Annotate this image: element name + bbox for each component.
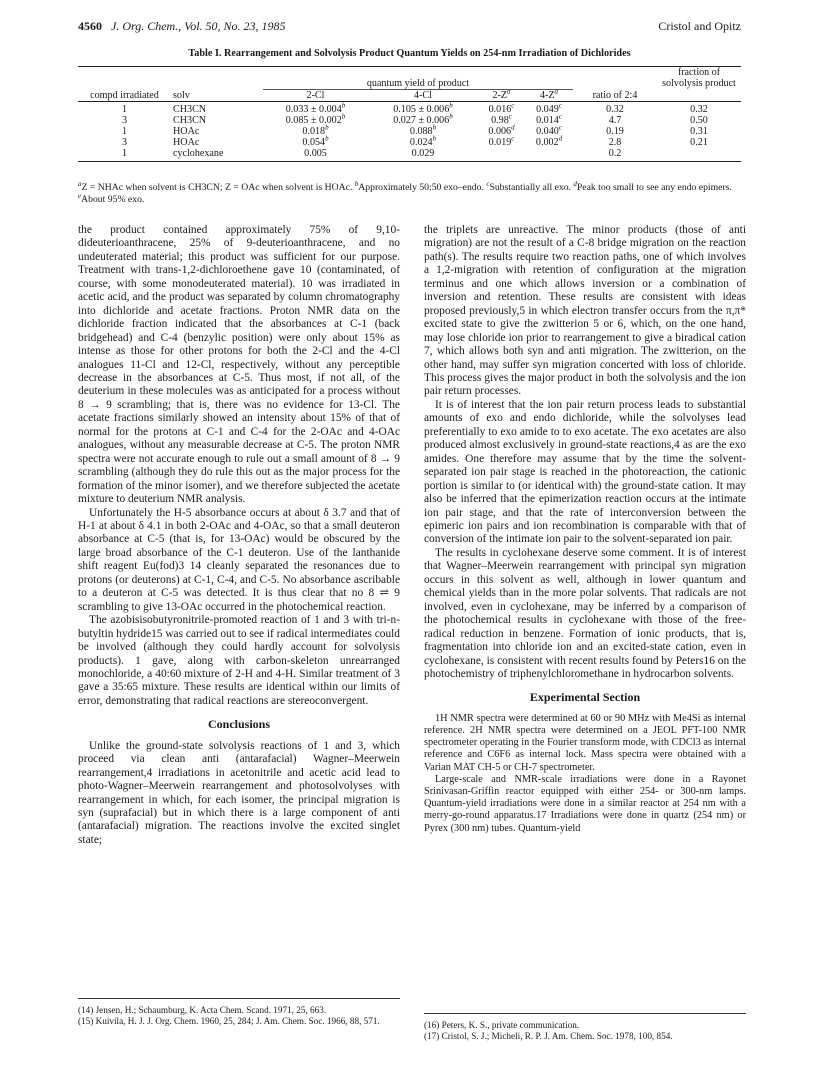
cell-2cl: 0.018$^b$ [302,123,329,137]
table-row [78,126,741,137]
conclusions-heading: Conclusions [207,717,271,732]
col-header-2z: $2-Z^a$ [478,89,525,101]
body-paragraph: Unfortunately the H-5 absorbance occurs at about δ 3.7 and that of H-1 at about δ 4.1 in both 2-OAc and 4-OAc, so that a small deuteron absorbance at C-5 (that is, for 13-OAc) would be obscured by the large broad absorbance of the C-1 deuteron. Use of the lanthanide shift reagent Eu(fod)3 14 cleanly separated the resonances due to protons (or deuterons) at C-1, C-4, and C-5. No absorbance ascribable to a deuteron at C-5 was detected. It is thus clear that no 8 ⇌ 9 scrambling to give 13-OAc occurred in the photochemical reaction. [78,506,400,613]
reference-15: (15) Kuivila, H. J. J. Org. Chem. 1960, 25, 284; J. Am. Chem. Soc. 1966, 88, 571. [78,1016,380,1026]
footnote-a: Z = NHAc when solvent is CH3CN; Z = OAc when solvent is HOAc. [81,182,353,193]
body-paragraph: the product contained approximately 75% of 9,10-dideuterioanthracene, 25% of 9-deuterioanthracene, and no undeuterated material; this product was sufficient for our purpose. Treatment with trans-1,2-dichloroethene gave 10 (contaminated, of course, with some monodeuterated material). 10 was irradiated in acetic acid, and the product was separated by column chromatography into dichloride and acetate fractions. Proton NMR data on the dichloride fraction indicated that the absorbances at C-1 (back bridgehead) and C-4 (benzylic position) were only about 15% as intense as those for other protons for both the 2-Cl and the 4-Cl analogues 11-Cl and 12-Cl, respectively, without any perceptible decrease in the absorbances at C-5. Thus most, if not all, of the deuterium in these molecules was as anticipated for a process without 8 → 9 scrambling; that is, there was no evidence for 13-Cl. The acetate fractions similarly showed an intensity about 15% of that of normal for the protons at C-1 and C-4 for the 2-OAc and 4-OAc analogues, without any measurable decrease at C-5. The proton NMR spectra were not accurate enough to rule out a small amount of 8 → 9 scrambling (although they do rule this out as the major process for the formation of the minor isomer), and we therefore subjected the acetate mixture to deuterium NMR analysis. [78,224,400,506]
footnote-b: Approximately 50:50 exo–endo. [358,182,484,193]
cell-ratio: 0.19 [606,125,624,137]
cell-4cl: 0.105 ± 0.006$^b$ [393,101,453,115]
footnote-c: Substantially all exo. [489,182,571,193]
cell-solv: HOAc [173,136,200,148]
col-header-solv: solv [171,89,263,101]
footnote-e: About 95% exo. [81,194,145,205]
cell-fraction [657,148,741,162]
table-caption: Table I. Rearrangement and Solvolysis Product Quantum Yields on 254-nm Irradiation of Dichlorides [188,48,631,59]
cell-fraction: 0.31 [690,125,708,137]
col-header-2cl: 2-Cl [263,89,368,101]
cell-2z: 0.98$^c$ [491,112,512,126]
cell-ratio: 4.7 [608,114,622,126]
cell-4cl: 0.029 [368,148,478,162]
cell-2cl: 0.085 ± 0.002$^b$ [285,112,346,126]
col-header-4z: $4-Z^a$ [525,89,573,101]
cell-compd: 3 [121,136,128,148]
running-header [78,19,741,35]
body-paragraph: The results in cyclohexane deserve some comment. It is of interest that Wagner–Meerwein rearrangement with principal syn migration occurs in this solvent as well, although in lower quantum and chemical yields than in the more polar solvents. That radicals are not involved, even in cyclohexane, may be inferred by a comparison of the photochemical results in cyclohexane with those of the free-radical reduction in benzene. Formation of ionic products, that is, fragmentation into chloride ion and an excited-state cation, even in cyclohexane, is consistent with recent results found by Peters16 on the photochemistry of triphenylchloromethane in hydrocarbon solvents. [424,546,746,680]
volume-info: Vol. 50, No. 23, 1985 [184,19,286,33]
table-row [78,115,741,126]
cell-2z: 0.006$^d$ [488,123,515,137]
cell-4cl: 0.024$^b$ [409,134,437,148]
col-header-ratio: ratio of 2:4 [573,89,657,101]
body-paragraph: It is of interest that the ion pair return process leads to substantial amounts of exo and endo dichloride, while the solvolyses lead preferentially to exo amide to to exo acetate. The exo acetates are also produced almost exclusively in ground-state reactions,4 as are the exo amides. One therefore may assume that by the time the solvent-separated ion pair stage is reached in the photoreaction, the cationic portion is similar to (or identical with) the ground-state cation. It may also be inferred that the epimerization reaction occurs at the intimate ion pair stage, and that the rate of interconversion between the epimeric ion pairs and ion recombination is comparable with that of conversion of the intimate ion pair to the solvent-separated ion pair. [424,398,746,546]
cell-compd: 1 [78,148,171,162]
cell-4z: 0.002$^d$ [535,134,563,148]
reference-14: (14) Jensen, H.; Schaumburg, K. Acta Chem. Scand. 1971, 25, 663. [78,1005,327,1015]
cell-solv: CH3CN [173,103,207,115]
cell-4cl: 0.088$^b$ [409,123,437,137]
table-row [78,148,741,162]
cell-compd: 1 [121,125,128,137]
cell-fraction: 0.32 [690,103,708,115]
references-left [78,998,400,1027]
qy-group-header: quantum yield of product [263,67,573,90]
left-column [78,224,400,847]
right-column [424,224,746,835]
experimental-paragraph: 1H NMR spectra were determined at 60 or 90 MHz with Me4Si as internal reference. 2H NMR spectra were determined on a JEOL PFT-100 NMR spectrometer operating in the Fourier transform mode, with CDCl3 as internal reference and C6F6 as internal lock. Mass spectra were obtained with a Varian MAT CH-5 or CH-7 spectrometer. [424,712,746,773]
page-number: 4560 [78,19,102,33]
cell-ratio: 0.2 [573,148,657,162]
conclusions-paragraph: Unlike the ground-state solvolysis reactions of 1 and 3, which proceed via clean anti (antarafacial) Wagner–Meerwein rearrangement,4 irradiations in acetonitrile and acetic acid lead to photo-Wagner–Meerwein rearrangement and photosolvolyses with rearrangement in which, for each isomer, the principal migration is syn (suprafacial) but in which there is a large component of anti (antarafacial) migration. The reactions involve the excited singlet state; [78,739,400,846]
cell-4z [525,148,573,162]
col-header-compd: compd irradiated [78,89,171,101]
cell-4cl: 0.027 ± 0.006$^b$ [393,112,453,126]
cell-2cl: 0.033 ± 0.004$^b$ [285,101,346,115]
table-row [78,137,741,148]
cell-fraction: 0.21 [690,136,708,148]
table-footnotes: $^a$Z = NHAc when solvent is CH3CN; Z = OAc when solvent is HOAc. $^b$Approximately 50:50 exo–endo. $^c$Substantially all exo. $^d$Peak too small to see any endo epimers. $^e$About 95% exo. [78,179,732,205]
cell-solv: HOAc [173,125,200,137]
reference-17: (17) Cristol, S. J.; Micheli, R. P. J. Am. Chem. Soc. 1978, 100, 854. [424,1031,673,1041]
running-header-left [78,19,286,34]
cell-4z: 0.049$^c$ [536,101,562,115]
cell-2cl: 0.054$^b$ [302,134,329,148]
cell-fraction: 0.50 [690,114,708,126]
cell-2z: 0.016$^c$ [488,101,515,115]
cell-compd: 3 [121,114,128,126]
table-1 [78,66,741,162]
table-row [78,101,741,115]
body-paragraph: The azobisisobutyronitrile-promoted reaction of 1 and 3 with tri-n-butyltin hydride15 was carried out to see if radical intermediates could be involved (although they could hardly account for solvolysis products). 1 gave, along with carbon-skeleton unrearranged monochloride, a 40:60 mixture of 2-H and 4-H. Similar treatment of 3 gave a 35:65 mixture. These results are identical within our limits of error, demonstrating that radical reactions are stereoconvergent. [78,614,400,707]
cell-2cl: 0.005 [263,148,368,162]
cell-ratio: 0.32 [606,103,624,115]
references-right [424,1013,746,1042]
cell-solv: CH3CN [173,114,207,126]
authors: Cristol and Opitz [658,19,741,33]
footnote-d: Peak too small to see any endo epimers. [576,182,732,193]
cell-compd: 1 [121,103,128,115]
journal-name: J. Org. Chem., [111,19,182,33]
cell-2z: 0.019$^c$ [488,134,515,148]
experimental-heading: Experimental Section [529,690,641,705]
experimental-paragraph: Large-scale and NMR-scale irradiations were done in a Rayonet Srinivasan-Griffin reactor equipped with either 254- or 300-nm lamps. Quantum-yield irradiations were done in a similar reactor at 254 nm with a merry-go-round apparatus.17 Irradiations were done in quartz (254 nm) or Pyrex (300 nm) tubes. Quantum-yield [424,773,746,834]
cell-4z: 0.040$^c$ [536,123,562,137]
cell-solv: cyclohexane [171,148,263,162]
cell-4z: 0.014$^c$ [536,112,562,126]
reference-16: (16) Peters, K. S., private communication. [424,1020,580,1030]
col-header-4cl: 4-Cl [368,89,478,101]
cell-ratio: 2.8 [608,136,622,148]
col-header-fraction: fraction of solvolysis product [657,67,741,90]
body-paragraph: the triplets are unreactive. The minor products (those of anti migration) are not the result of a C-8 bridge migration on the reaction path(s). The results require two reaction paths, one of which involves a 1,2-migration with retention of configuration at the migration terminus and one which allows inversion or a combination of inversion and retention. These results are consistent with ideas proposed previously,5 in which electron transfer occurs from the π,π* excited state to give the zwitterion 5 or 6, which, on the one hand, may lose chloride ion prior to rearrangement to give a biradical cation 7, which allows both syn and anti migration. The zwitterion, on the other hand, may suffer syn migration concerted with loss of chloride. This process gives the major product in both the solvolysis and the ion pair return processes. [424,224,746,398]
cell-2z [478,148,525,162]
